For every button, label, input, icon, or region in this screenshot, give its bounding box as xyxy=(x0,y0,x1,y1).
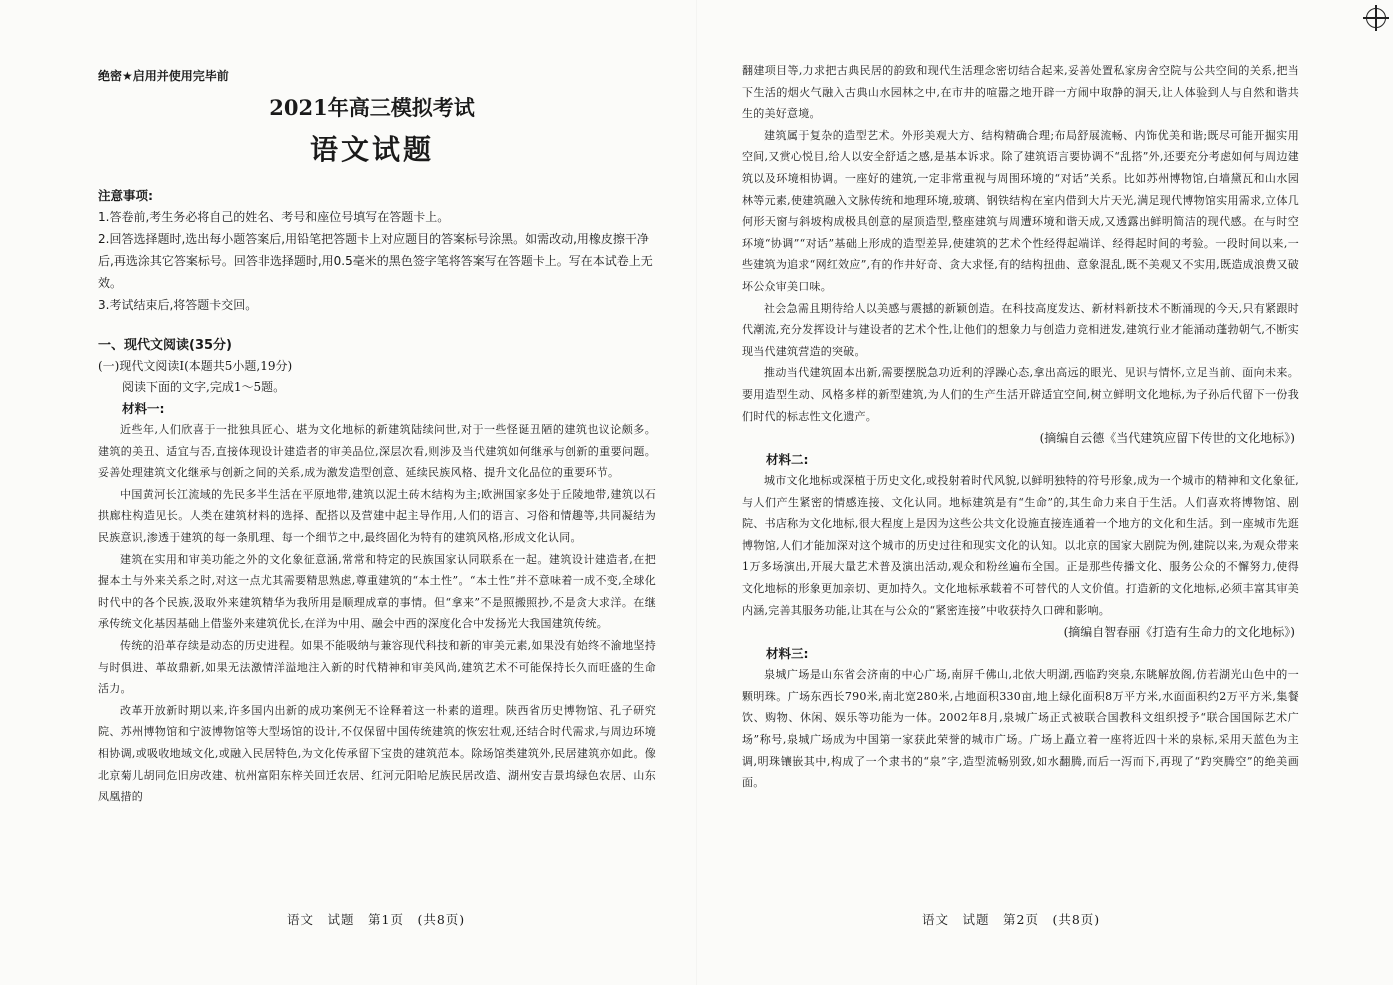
material-three-label: 材料三: xyxy=(766,646,809,662)
notice-item: 1.答卷前,考生务必将自己的姓名、考号和座位号填写在答题卡上。 xyxy=(98,210,450,224)
left-column xyxy=(98,60,656,808)
paragraph: 城市文化地标或深植于历史文化,或投射着时代风貌,以鲜明独特的符号形象,成为一个城市的精神和文化象征,与人们产生紧密的情感连接、文化认同。地标建筑是有“生命”的,其生命力来自于生活。人们喜欢将博物馆、剧院、书店称为文化地标,很大程度上是因为这些公共文化设施直接连通着一个地方的文化和生活。到一座城市先逛博物馆,人们才能加深对这个城市的历史过往和现实文化的认知。以北京的国家大剧院为例,建院以来,为观众带来1万多场演出,开展大量艺术普及演出活动,观众和粉丝遍布全国。正是那些传播文化、服务公众的不懈努力,使得文化地标的形象更加亲切、更加持久。文化地标承载着不可替代的人文价值。打造新的文化地标,必须丰富其审美内涵,完善其服务功能,让其在与公众的“紧密连接”中收获持久口碑和影响。 xyxy=(742,474,1299,617)
paragraph: 传统的沿革存续是动态的历史进程。如果不能吸纳与兼容现代科技和新的审美元素,如果没有始终不渝地坚持与时俱进、革故鼎新,如果无法激情洋溢地注入新的时代精神和审美风尚,建筑艺术不可能保持长久而旺盛的生命活力。 xyxy=(98,638,656,696)
paragraph: 中国黄河长江流域的先民多半生活在平原地带,建筑以泥土砖木结构为主;欧洲国家多处于丘陵地带,建筑以石拱廊柱构造见长。人类在建筑材料的选择、配搭以及营建中起主导作用,人们的语言、习俗和情趣等,共同凝结为民族意识,渗透于建筑的每一条肌理、每一个细节之中,最终固化为特有的建筑风格,形成文化认同。 xyxy=(98,487,656,544)
material-two-label: 材料二: xyxy=(766,452,809,468)
source-citation: (摘编自智春丽《打造有生命力的文化地标》) xyxy=(1063,625,1295,640)
paragraph: 推动当代建筑固本出新,需要摆脱急功近利的浮躁心态,拿出高远的眼光、见识与情怀,立足当前、面向未来。要用造型生动、风格多样的新型建筑,为人们的生产生活开辟适宜空间,树立鲜明文化地标,为子孙后代留下一份我们时代的标志性文化遗产。 xyxy=(742,366,1299,423)
notice-item: 2.回答选择题时,选出每小题答案后,用铅笔把答题卡上对应题目的答案标号涂黑。如需改动,用橡皮擦干净后,再选涂其它答案标号。回答非选择题时,用0.5毫米的黑色签字笔将答案写在答题卡上。写在本试卷上无效。 xyxy=(98,232,653,290)
instruction: 阅读下面的文字,完成1～5题。 xyxy=(122,380,286,394)
paragraph: 翻建项目等,力求把古典民居的韵致和现代生活理念密切结合起来,妥善处置私家房舍空院与公共空间的关系,把当下生活的烟火气融入古典山水园林之中,在市井的喧嚣之地开辟一方闹中取静的洞天,让人体验到人与自然和谐共生的美好意境。 xyxy=(742,64,1299,121)
page-footer: 语文 试题 第2页 (共8页) xyxy=(922,912,1101,927)
source-citation: (摘编自云德《当代建筑应留下传世的文化地标》) xyxy=(1039,431,1295,446)
exam-title: 2021年高三模拟考试 xyxy=(269,95,475,120)
registration-mark-icon xyxy=(1366,8,1386,28)
subject-title: 语文试题 xyxy=(309,133,434,166)
section-title: 一、现代文阅读(35分) xyxy=(98,338,232,353)
notice-heading: 注意事项: xyxy=(98,188,153,203)
page-footer: 语文 试题 第1页 (共8页) xyxy=(287,912,466,927)
confidential-mark: 绝密★启用并使用完毕前 xyxy=(98,69,229,83)
paragraph: 建筑属于复杂的造型艺术。外形美观大方、结构精确合理;布局舒展流畅、内饰优美和谐;既尽可能开掘实用空间,又赏心悦目,给人以安全舒适之感,是基本诉求。除了建筑语言要协调不“乱搭”外,还要充分考虑如何与周边建筑以及环境相协调。一座好的建筑,一定非常重视与周围环境的“对话”关系。比如苏州博物馆,白墙黛瓦和山水园林等元素,使建筑融入文脉传统和地理环境,玻璃、钢铁结构在室内借到大片天光,满足现代博物馆实用需求,立体几何形天窗与斜坡构成极具创意的屋顶造型,整座建筑与周遭环境和谐天成,又透露出鲜明简洁的现代感。在与时空环境“协调”“对话”基础上形成的造型差异,使建筑的艺术个性经得起端详、经得起时间的考验。一段时间以来,一些建筑为追求“网红效应”,有的作井好奇、贪大求怪,有的结构扭曲、意象混乱,既不美观又不实用,既造成浪费又破坏公众审美口味。 xyxy=(742,128,1299,293)
paragraph: 社会急需且期待给人以美感与震撼的新颖创造。在科技高度发达、新材料新技术不断涌现的今天,只有紧跟时代潮流,充分发挥设计与建设者的艺术个性,让他们的想象力与创造力竞相迸发,建筑行业才能涌动蓬勃朝气,不断实现当代建筑营造的突破。 xyxy=(742,301,1299,358)
notice-item: 3.考试结束后,将答题卡交回。 xyxy=(98,298,258,312)
material-one-label: 材料一: xyxy=(122,401,165,416)
paragraph: 建筑在实用和审美功能之外的文化象征意涵,常常和特定的民族国家认同联系在一起。建筑设计建造者,在把握本土与外来关系之时,对这一点尤其需要精思熟虑,尊重建筑的“本土性”。“本土性”并不意味着一成不变,全球化时代中的各个民族,汲取外来建筑精华为我所用是顺理成章的事情。但“拿来”不是照搬照抄,不是贪大求洋。在继承传统文化基因基础上借鉴外来建筑优长,在洋为中用、融会中西的深度化合中发扬光大我国建筑传统。 xyxy=(98,552,656,631)
right-column xyxy=(742,60,1299,794)
paragraph: 泉城广场是山东省会济南的中心广场,南屏千佛山,北依大明湖,西临趵突泉,东眺解放阁,仿若湖光山色中的一颗明珠。广场东西长790米,南北宽280米,占地面积330亩,地上绿化面积8万平方米,水面面积约2万平方米,集餐饮、购物、休闲、娱乐等功能为一体。2002年8月,泉城广场正式被联合国教科文组织授予“联合国国际艺术广场”称号,泉城广场成为中国第一家获此荣誉的城市广场。广场上矗立着一座将近四十米的泉标,采用天蓝色为主调,明珠镶嵌其中,构成了一个隶书的“泉”字,造型流畅别致,如水翻腾,而后一泻而下,再现了“趵突腾空”的绝美画面。 xyxy=(742,668,1299,790)
paragraph: 改革开放新时期以来,许多国内出新的成功案例无不诠释着这一朴素的道理。陕西省历史博物馆、孔子研究院、苏州博物馆和宁波博物馆等大型场馆的设计,不仅保留中国传统建筑的恢宏壮观,还结合时代需求,与周边环境相协调,或吸收地域文化,或融入民居特色,为文化传承留下宝贵的建筑范本。除场馆类建筑外,民居建筑亦如此。像北京菊儿胡同危旧房改建、杭州富阳东梓关回迁农居、红河元阳哈尼族民居改造、湖州安吉景坞绿色农居、山东凤凰措的 xyxy=(98,703,656,804)
subsection-title: (一)现代文阅读Ⅰ(本题共5小题,19分) xyxy=(98,359,293,373)
paragraph: 近些年,人们欣喜于一批独具匠心、堪为文化地标的新建筑陆续问世,对于一些怪诞丑陋的建筑也议论颇多。建筑的美丑、适宜与否,直接体现设计建造者的审美品位,深层次看,则涉及当代建筑如何继承与创新的重要问题。妥善处理建筑文化继承与创新之间的关系,成为激发造型创意、延续民族风格、提升文化品位的重要环节。 xyxy=(98,423,656,480)
